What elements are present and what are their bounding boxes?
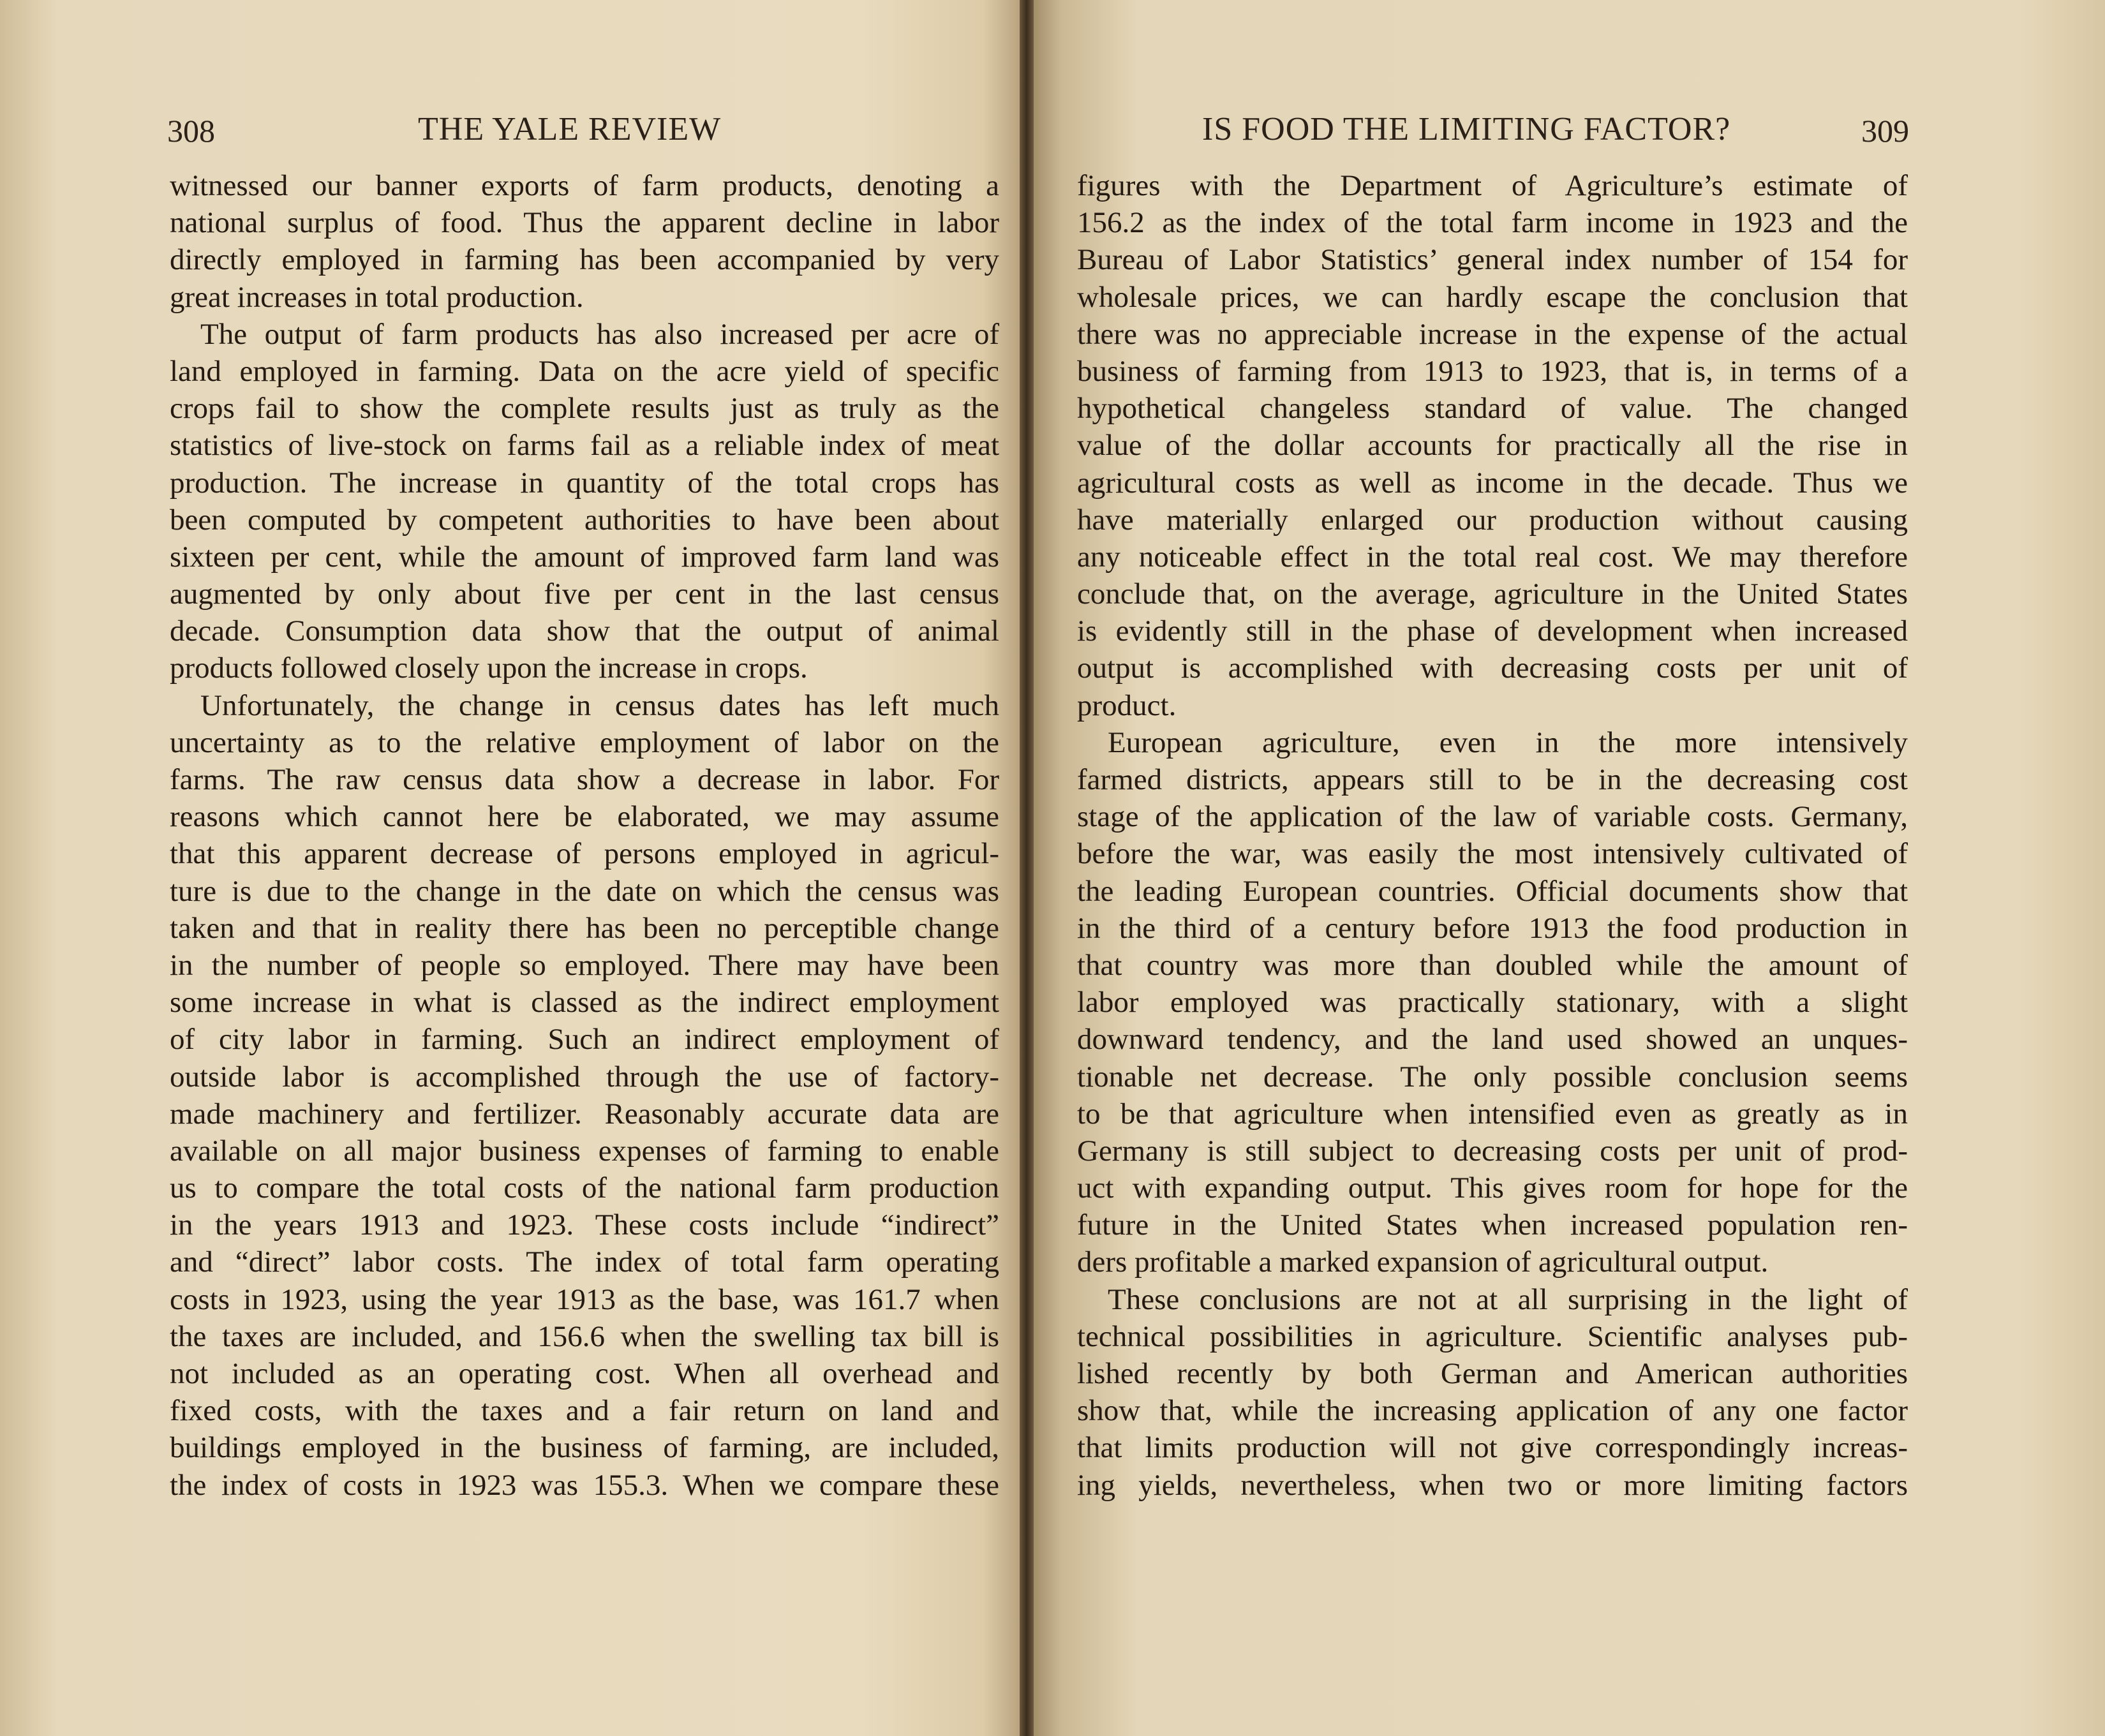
text-line: These conclusions are not at all surprising in the light of [1108, 1282, 1908, 1316]
text-line: taken and that in reality there has been no perceptible change [170, 911, 999, 945]
text-line: The output of farm products has also increased per acre of [200, 317, 999, 351]
text-line: show that, while the increasing application of any one factor [1077, 1394, 1908, 1428]
text-line: labor employed was practically stationary, with a slight [1077, 986, 1908, 1020]
text-line: augmented by only about five per cent in the last census [170, 577, 999, 611]
text-line: farmed districts, appears still to be in the decreasing cost [1077, 763, 1908, 796]
text-line: made machinery and fertilizer. Reasonably accurate data are [170, 1097, 999, 1131]
text-line: uct with expanding output. This gives room for hope for the [1077, 1171, 1908, 1205]
text-line: technical possibilities in agriculture. Scientific analyses pub- [1077, 1319, 1908, 1353]
right-page-body [1077, 167, 1908, 1504]
text-line: to be that agriculture when intensified even as greatly as in [1077, 1097, 1908, 1131]
page-number-left: 308 [167, 113, 215, 149]
text-line: tionable net decrease. The only possible conclusion seems [1077, 1060, 1908, 1094]
text-line: the leading European countries. Official documents show that [1077, 874, 1908, 908]
text-line: have materially enlarged our production without causing [1077, 503, 1908, 537]
text-line: wholesale prices, we can hardly escape the conclusion that [1077, 280, 1908, 314]
text-line: is evidently still in the phase of development when increased [1077, 614, 1908, 648]
text-line: in the third of a century before 1913 the food production in [1077, 911, 1908, 945]
text-line: products followed closely upon the increase in crops. [170, 651, 808, 685]
page-number-right: 309 [1861, 113, 1909, 149]
text-line: costs in 1923, using the year 1913 as the base, was 161.7 when [170, 1282, 999, 1316]
text-line: the taxes are included, and 156.6 when the swelling tax bill is [170, 1319, 999, 1353]
text-line: figures with the Department of Agriculture’s estimate of [1077, 169, 1908, 202]
text-line: the index of costs in 1923 was 155.3. When we compare these [170, 1468, 999, 1502]
text-line: sixteen per cent, while the amount of improved farm land was [170, 540, 999, 574]
text-line: witnessed our banner exports of farm products, denoting a [170, 169, 999, 202]
text-line: outside labor is accomplished through the use of factory- [170, 1060, 999, 1094]
text-line: uncertainty as to the relative employment of labor on the [170, 725, 999, 759]
left-page [0, 0, 1035, 1736]
text-line: Unfortunately, the change in census dates has left much [200, 688, 999, 722]
running-head-left: THE YALE REVIEW [418, 111, 722, 147]
text-line: conclude that, on the average, agriculture in the United States [1077, 577, 1908, 611]
text-line: Bureau of Labor Statistics’ general index number of 154 for [1077, 243, 1908, 277]
text-line: production. The increase in quantity of the total crops has [170, 466, 999, 500]
text-line: output is accomplished with decreasing costs per unit of [1077, 651, 1908, 685]
text-line: ing yields, nevertheless, when two or more limiting factors [1077, 1468, 1908, 1502]
text-line: European agriculture, even in the more intensively [1108, 725, 1908, 759]
text-line: statistics of live-stock on farms fail as a reliable index of meat [170, 429, 999, 463]
text-line: directly employed in farming has been accompanied by very [170, 243, 999, 277]
text-line: downward tendency, and the land used showed an unques- [1077, 1023, 1908, 1057]
text-line: product. [1077, 688, 1177, 722]
text-line: us to compare the total costs of the national farm production [170, 1171, 999, 1205]
text-line: of city labor in farming. Such an indirect employment of [170, 1023, 999, 1057]
text-line: crops fail to show the complete results just as truly as the [170, 392, 999, 426]
text-line: value of the dollar accounts for practically all the rise in [1077, 429, 1908, 463]
text-line: available on all major business expenses of farming to enable [170, 1134, 999, 1168]
text-line: 156.2 as the index of the total farm income in 1923 and the [1077, 206, 1908, 240]
text-line: some increase in what is classed as the indirect employment [170, 986, 999, 1020]
text-line: there was no appreciable increase in the expense of the actual [1077, 317, 1908, 351]
text-line: business of farming from 1913 to 1923, that is, in terms of a [1077, 354, 1908, 388]
text-line: and “direct” labor costs. The index of total farm operating [170, 1245, 999, 1279]
text-line: reasons which cannot here be elaborated, we may assume [170, 800, 999, 834]
text-line: hypothetical changeless standard of value. The changed [1077, 392, 1908, 426]
left-page-body [170, 167, 999, 1504]
text-line: ders profitable a marked expansion of agricultural output. [1077, 1245, 1769, 1279]
text-line: land employed in farming. Data on the acre yield of specific [170, 354, 999, 388]
book-gutter [1020, 0, 1034, 1736]
text-line: not included as an operating cost. When all overhead and [170, 1357, 999, 1390]
text-line: decade. Consumption data show that the output of animal [170, 614, 999, 648]
text-line: before the war, was easily the most intensively cultivated of [1077, 837, 1908, 871]
right-page [1023, 0, 2105, 1736]
text-line: that limits production will not give correspondingly increas- [1077, 1431, 1908, 1465]
text-line: great increases in total production. [170, 280, 584, 314]
text-line: Germany is still subject to decreasing costs per unit of prod- [1077, 1134, 1908, 1168]
text-line: national surplus of food. Thus the apparent decline in labor [170, 206, 999, 240]
text-line: ture is due to the change in the date on which the census was [170, 874, 999, 908]
text-line: in the years 1913 and 1923. These costs include “indirect” [170, 1208, 999, 1242]
text-line: that country was more than doubled while the amount of [1077, 948, 1908, 982]
text-line: in the number of people so employed. There may have been [170, 948, 999, 982]
text-line: future in the United States when increased population ren- [1077, 1208, 1908, 1242]
text-line: any noticeable effect in the total real cost. We may therefore [1077, 540, 1908, 574]
running-head-right: IS FOOD THE LIMITING FACTOR? [1202, 111, 1731, 147]
text-line: farms. The raw census data show a decrease in labor. For [170, 763, 999, 796]
text-line: lished recently by both German and American authorities [1077, 1357, 1908, 1390]
text-line: agricultural costs as well as income in the decade. Thus we [1077, 466, 1908, 500]
text-line: fixed costs, with the taxes and a fair return on land and [170, 1394, 999, 1428]
text-line: been computed by competent authorities to have been about [170, 503, 999, 537]
text-line: stage of the application of the law of variable costs. Germany, [1077, 800, 1908, 834]
text-line: buildings employed in the business of farming, are included, [170, 1431, 999, 1465]
text-line: that this apparent decrease of persons employed in agricul- [170, 837, 999, 871]
